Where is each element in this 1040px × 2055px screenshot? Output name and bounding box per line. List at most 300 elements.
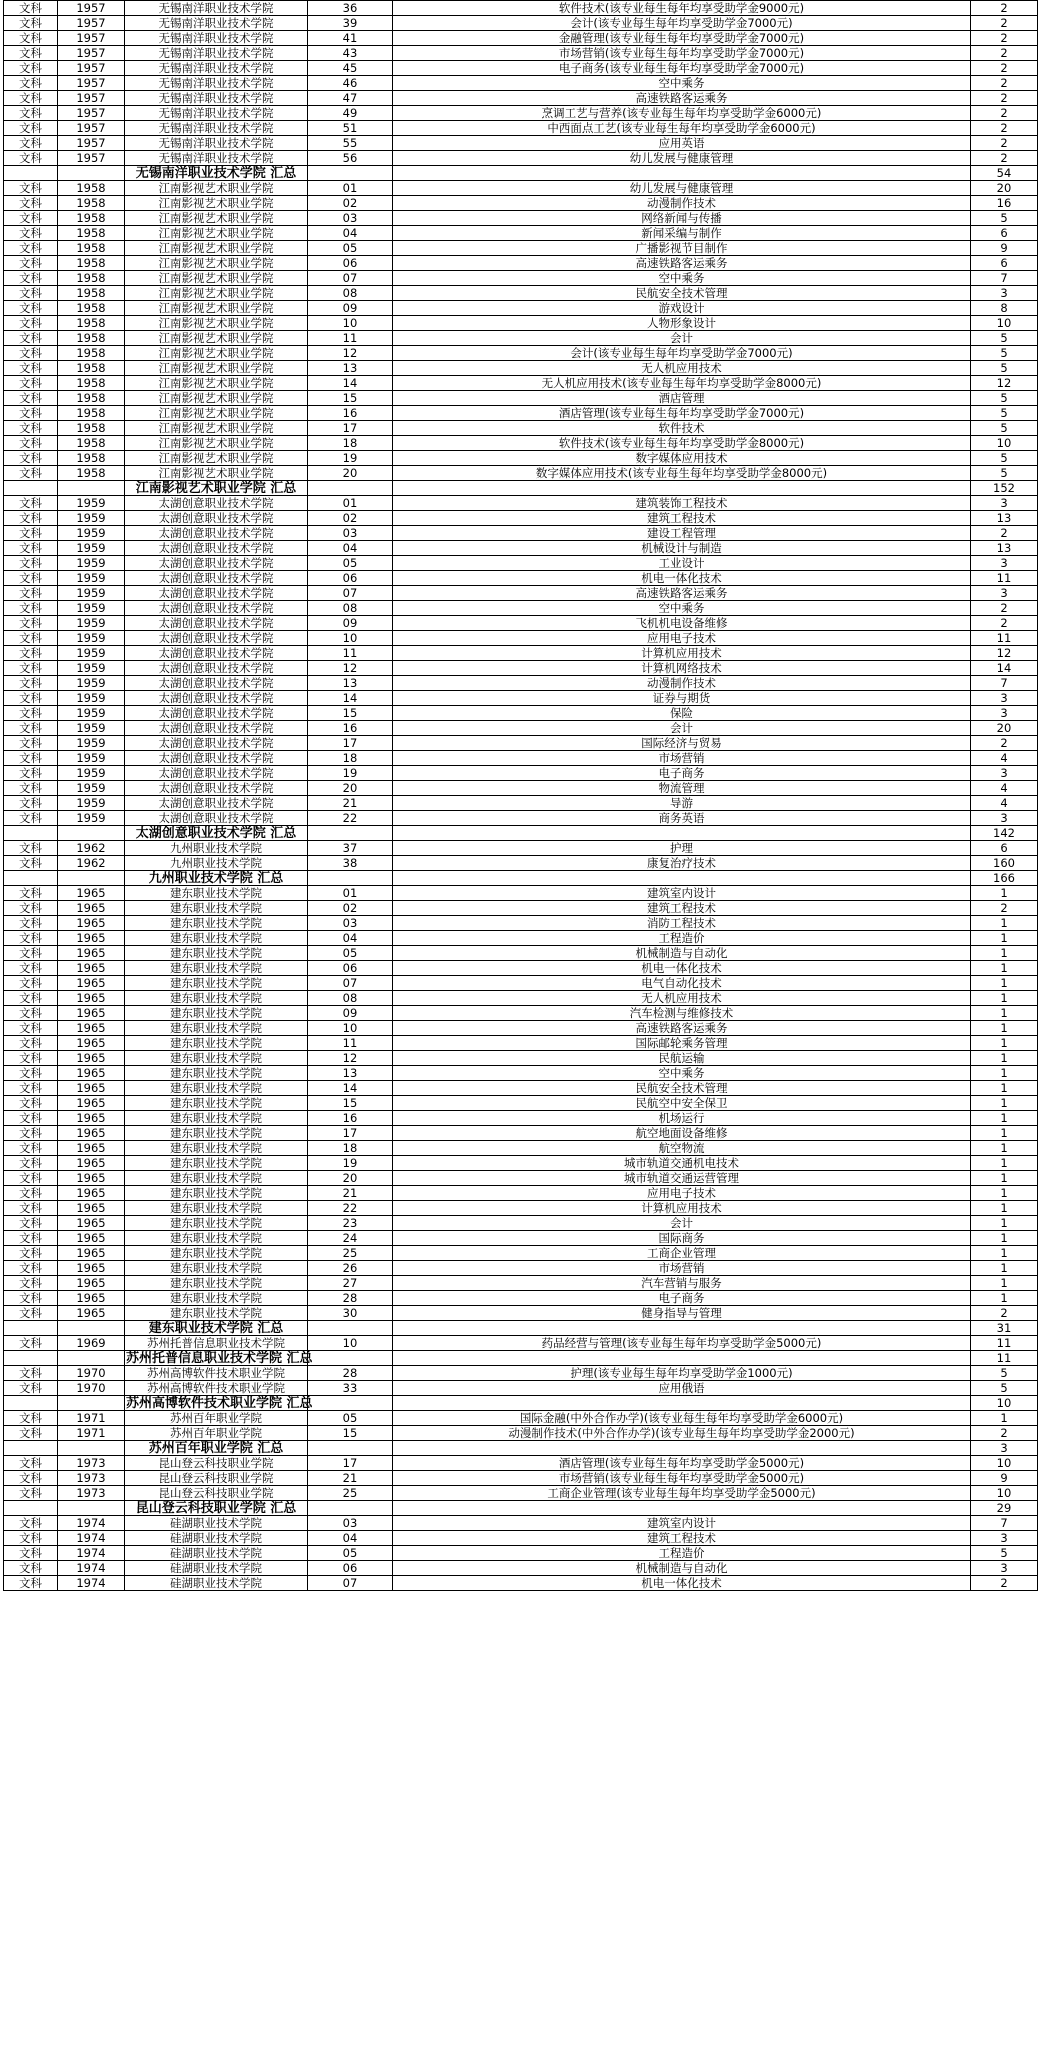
cell-subject[interactable]: 文科 [4, 1531, 58, 1546]
cell-major-name[interactable]: 电气自动化技术 [393, 976, 971, 991]
cell-school-name[interactable]: 太湖创意职业技术学院 [125, 511, 308, 526]
cell-major-code[interactable] [308, 1351, 393, 1366]
cell-school-code[interactable]: 1959 [58, 766, 125, 781]
cell-subject[interactable]: 文科 [4, 61, 58, 76]
cell-school-code[interactable]: 1965 [58, 1111, 125, 1126]
cell-school-name[interactable]: 硅湖职业技术学院 [125, 1516, 308, 1531]
cell-subject[interactable]: 文科 [4, 1276, 58, 1291]
cell-subject[interactable]: 文科 [4, 391, 58, 406]
cell-school-name[interactable]: 建东职业技术学院 [125, 1126, 308, 1141]
cell-plan-count[interactable]: 5 [971, 1366, 1038, 1381]
cell-subject[interactable]: 文科 [4, 616, 58, 631]
cell-school-name[interactable]: 建东职业技术学院 [125, 946, 308, 961]
cell-school-code[interactable] [58, 1501, 125, 1516]
cell-major-name[interactable]: 建筑室内设计 [393, 886, 971, 901]
cell-school-code[interactable]: 1959 [58, 811, 125, 826]
cell-major-name[interactable] [393, 1441, 971, 1456]
cell-school-code[interactable]: 1971 [58, 1426, 125, 1441]
cell-subject[interactable]: 文科 [4, 316, 58, 331]
cell-school-name[interactable]: 建东职业技术学院 [125, 931, 308, 946]
cell-plan-count[interactable]: 2 [971, 1306, 1038, 1321]
cell-school-code[interactable]: 1959 [58, 601, 125, 616]
cell-subject[interactable]: 文科 [4, 811, 58, 826]
cell-plan-count[interactable]: 1 [971, 1156, 1038, 1171]
cell-subject[interactable]: 文科 [4, 1006, 58, 1021]
cell-major-name[interactable]: 消防工程技术 [393, 916, 971, 931]
cell-major-code[interactable]: 09 [308, 616, 393, 631]
cell-school-name[interactable]: 江南影视艺术职业学院 [125, 196, 308, 211]
cell-subject[interactable]: 文科 [4, 1171, 58, 1186]
cell-school-name[interactable]: 苏州高博软件技术职业学院 [125, 1381, 308, 1396]
cell-plan-count[interactable]: 13 [971, 541, 1038, 556]
cell-school-name[interactable]: 无锡南洋职业技术学院 [125, 16, 308, 31]
cell-school-name[interactable]: 江南影视艺术职业学院 [125, 181, 308, 196]
cell-school-name[interactable]: 太湖创意职业技术学院 [125, 781, 308, 796]
cell-school-code[interactable]: 1959 [58, 556, 125, 571]
cell-plan-count[interactable]: 4 [971, 751, 1038, 766]
cell-major-code[interactable]: 43 [308, 46, 393, 61]
cell-school-code[interactable]: 1965 [58, 991, 125, 1006]
cell-major-code[interactable]: 14 [308, 691, 393, 706]
cell-school-name[interactable]: 江南影视艺术职业学院 [125, 406, 308, 421]
cell-school-name[interactable]: 建东职业技术学院 [125, 961, 308, 976]
cell-plan-count[interactable]: 5 [971, 421, 1038, 436]
cell-subject[interactable]: 文科 [4, 1186, 58, 1201]
cell-school-name[interactable]: 昆山登云科技职业学院 [125, 1471, 308, 1486]
cell-school-code[interactable]: 1965 [58, 1006, 125, 1021]
cell-plan-count[interactable]: 1 [971, 1411, 1038, 1426]
cell-subject[interactable]: 文科 [4, 841, 58, 856]
cell-major-code[interactable]: 17 [308, 1126, 393, 1141]
cell-major-name[interactable]: 城市轨道交通运营管理 [393, 1171, 971, 1186]
cell-subject[interactable]: 文科 [4, 1111, 58, 1126]
cell-major-code[interactable]: 47 [308, 91, 393, 106]
cell-subject[interactable]: 文科 [4, 961, 58, 976]
cell-school-code[interactable]: 1965 [58, 1156, 125, 1171]
cell-subject[interactable] [4, 1351, 58, 1366]
cell-subject[interactable]: 文科 [4, 271, 58, 286]
cell-subject[interactable]: 文科 [4, 916, 58, 931]
cell-subject[interactable]: 文科 [4, 601, 58, 616]
cell-school-code[interactable]: 1965 [58, 1246, 125, 1261]
cell-major-code[interactable]: 17 [308, 1456, 393, 1471]
cell-plan-count[interactable]: 2 [971, 601, 1038, 616]
cell-major-code[interactable]: 08 [308, 601, 393, 616]
cell-school-name[interactable]: 太湖创意职业技术学院 [125, 751, 308, 766]
cell-major-code[interactable]: 06 [308, 961, 393, 976]
cell-school-name[interactable]: 建东职业技术学院 [125, 1171, 308, 1186]
cell-school-code[interactable]: 1958 [58, 211, 125, 226]
cell-major-name[interactable]: 汽车检测与维修技术 [393, 1006, 971, 1021]
cell-school-code[interactable]: 1957 [58, 31, 125, 46]
cell-major-code[interactable]: 17 [308, 736, 393, 751]
cell-major-name[interactable]: 物流管理 [393, 781, 971, 796]
cell-subject[interactable] [4, 1396, 58, 1411]
cell-school-name[interactable]: 太湖创意职业技术学院 [125, 721, 308, 736]
cell-subject[interactable]: 文科 [4, 661, 58, 676]
cell-school-code[interactable]: 1958 [58, 316, 125, 331]
cell-major-name[interactable]: 烹调工艺与营养(该专业每生每年均享受助学金6000元) [393, 106, 971, 121]
cell-plan-count[interactable]: 2 [971, 1576, 1038, 1591]
cell-subject[interactable]: 文科 [4, 1036, 58, 1051]
cell-school-code[interactable]: 1959 [58, 496, 125, 511]
cell-major-name[interactable] [393, 826, 971, 841]
cell-plan-count[interactable]: 2 [971, 76, 1038, 91]
cell-plan-count[interactable]: 2 [971, 736, 1038, 751]
cell-major-name[interactable]: 中西面点工艺(该专业每生每年均享受助学金6000元) [393, 121, 971, 136]
cell-subject[interactable]: 文科 [4, 1, 58, 16]
cell-subject[interactable]: 文科 [4, 256, 58, 271]
cell-plan-count[interactable]: 10 [971, 316, 1038, 331]
cell-major-code[interactable]: 46 [308, 76, 393, 91]
cell-school-name[interactable]: 太湖创意职业技术学院 [125, 541, 308, 556]
cell-school-code[interactable]: 1958 [58, 271, 125, 286]
cell-subject[interactable]: 文科 [4, 1381, 58, 1396]
cell-plan-count[interactable]: 5 [971, 406, 1038, 421]
cell-school-code[interactable]: 1971 [58, 1411, 125, 1426]
cell-subject[interactable]: 文科 [4, 31, 58, 46]
subtotal-label[interactable]: 苏州百年职业学院 汇总 [125, 1441, 308, 1456]
cell-major-name[interactable]: 民航运输 [393, 1051, 971, 1066]
cell-subject[interactable]: 文科 [4, 1051, 58, 1066]
cell-major-name[interactable] [393, 871, 971, 886]
cell-major-name[interactable]: 护理(该专业每生每年均享受助学金1000元) [393, 1366, 971, 1381]
cell-subject[interactable]: 文科 [4, 46, 58, 61]
cell-school-name[interactable]: 江南影视艺术职业学院 [125, 451, 308, 466]
cell-major-code[interactable]: 20 [308, 1171, 393, 1186]
cell-school-name[interactable]: 建东职业技术学院 [125, 1246, 308, 1261]
cell-school-name[interactable]: 建东职业技术学院 [125, 1291, 308, 1306]
cell-school-code[interactable]: 1974 [58, 1546, 125, 1561]
cell-subject[interactable]: 文科 [4, 331, 58, 346]
cell-major-code[interactable]: 04 [308, 226, 393, 241]
cell-school-code[interactable]: 1957 [58, 16, 125, 31]
cell-subject[interactable]: 文科 [4, 901, 58, 916]
cell-subject[interactable]: 文科 [4, 286, 58, 301]
cell-school-name[interactable]: 太湖创意职业技术学院 [125, 661, 308, 676]
cell-plan-count[interactable]: 10 [971, 436, 1038, 451]
subtotal-count[interactable]: 166 [971, 871, 1038, 886]
cell-plan-count[interactable]: 3 [971, 811, 1038, 826]
subtotal-label[interactable]: 苏州托普信息职业技术学院 汇总 [126, 1350, 313, 1366]
cell-major-code[interactable]: 04 [308, 931, 393, 946]
cell-major-code[interactable]: 16 [308, 406, 393, 421]
cell-subject[interactable]: 文科 [4, 511, 58, 526]
cell-major-code[interactable]: 22 [308, 811, 393, 826]
cell-major-name[interactable]: 药品经营与管理(该专业每生每年均享受助学金5000元) [393, 1336, 971, 1351]
cell-plan-count[interactable]: 1 [971, 1021, 1038, 1036]
cell-school-code[interactable]: 1970 [58, 1381, 125, 1396]
cell-school-name[interactable]: 太湖创意职业技术学院 [125, 586, 308, 601]
cell-major-name[interactable]: 酒店管理(该专业每生每年均享受助学金5000元) [393, 1456, 971, 1471]
cell-school-code[interactable]: 1959 [58, 541, 125, 556]
subtotal-label[interactable]: 昆山登云科技职业学院 汇总 [125, 1501, 308, 1516]
cell-school-code[interactable]: 1973 [58, 1486, 125, 1501]
cell-major-name[interactable]: 市场营销 [393, 1261, 971, 1276]
cell-subject[interactable] [4, 1501, 58, 1516]
cell-major-name[interactable]: 机电一体化技术 [393, 1576, 971, 1591]
cell-subject[interactable]: 文科 [4, 1126, 58, 1141]
cell-major-code[interactable]: 18 [308, 751, 393, 766]
cell-school-name[interactable]: 建东职业技术学院 [125, 1006, 308, 1021]
subtotal-count[interactable]: 152 [971, 481, 1038, 496]
cell-plan-count[interactable]: 1 [971, 916, 1038, 931]
cell-major-code[interactable]: 02 [308, 196, 393, 211]
cell-school-code[interactable]: 1970 [58, 1366, 125, 1381]
cell-major-code[interactable]: 16 [308, 721, 393, 736]
cell-major-code[interactable]: 04 [308, 1531, 393, 1546]
cell-major-name[interactable]: 无人机应用技术 [393, 991, 971, 1006]
cell-school-name[interactable]: 无锡南洋职业技术学院 [125, 46, 308, 61]
subtotal-count[interactable]: 142 [971, 826, 1038, 841]
cell-major-name[interactable]: 会计(该专业每生每年均享受助学金7000元) [393, 346, 971, 361]
cell-major-name[interactable]: 数字媒体应用技术(该专业每生每年均享受助学金8000元) [393, 466, 971, 481]
cell-major-code[interactable]: 37 [308, 841, 393, 856]
cell-school-name[interactable]: 太湖创意职业技术学院 [125, 496, 308, 511]
cell-school-code[interactable] [58, 1321, 125, 1336]
cell-school-code[interactable] [58, 1441, 125, 1456]
cell-plan-count[interactable]: 16 [971, 196, 1038, 211]
cell-major-code[interactable]: 03 [308, 211, 393, 226]
cell-school-code[interactable]: 1959 [58, 526, 125, 541]
cell-major-code[interactable]: 19 [308, 1156, 393, 1171]
cell-school-code[interactable]: 1958 [58, 421, 125, 436]
cell-subject[interactable]: 文科 [4, 1216, 58, 1231]
cell-major-name[interactable]: 护理 [393, 841, 971, 856]
cell-major-code[interactable]: 05 [308, 1411, 393, 1426]
cell-subject[interactable]: 文科 [4, 16, 58, 31]
cell-major-code[interactable]: 28 [308, 1291, 393, 1306]
cell-plan-count[interactable]: 7 [971, 271, 1038, 286]
cell-major-code[interactable]: 36 [308, 1, 393, 16]
cell-school-code[interactable]: 1973 [58, 1456, 125, 1471]
cell-major-name[interactable]: 数字媒体应用技术 [393, 451, 971, 466]
cell-plan-count[interactable]: 9 [971, 241, 1038, 256]
cell-subject[interactable]: 文科 [4, 1561, 58, 1576]
cell-school-name[interactable]: 江南影视艺术职业学院 [125, 211, 308, 226]
cell-major-name[interactable]: 机场运行 [393, 1111, 971, 1126]
cell-subject[interactable]: 文科 [4, 691, 58, 706]
cell-major-name[interactable]: 应用电子技术 [393, 1186, 971, 1201]
cell-school-name[interactable]: 建东职业技术学院 [125, 1186, 308, 1201]
cell-school-code[interactable]: 1959 [58, 796, 125, 811]
subtotal-count[interactable]: 29 [971, 1501, 1038, 1516]
cell-school-name[interactable]: 建东职业技术学院 [125, 1036, 308, 1051]
subtotal-label[interactable]: 苏州高博软件技术职业学院 汇总 [126, 1395, 313, 1411]
cell-major-code[interactable]: 20 [308, 466, 393, 481]
cell-school-code[interactable]: 1965 [58, 931, 125, 946]
cell-school-name[interactable]: 无锡南洋职业技术学院 [125, 61, 308, 76]
cell-subject[interactable]: 文科 [4, 466, 58, 481]
cell-major-code[interactable]: 28 [308, 1366, 393, 1381]
cell-major-code[interactable]: 10 [308, 1336, 393, 1351]
cell-plan-count[interactable]: 20 [971, 181, 1038, 196]
cell-plan-count[interactable]: 6 [971, 226, 1038, 241]
cell-subject[interactable]: 文科 [4, 526, 58, 541]
cell-school-name[interactable]: 太湖创意职业技术学院 [125, 526, 308, 541]
cell-major-name[interactable] [393, 166, 971, 181]
cell-school-name[interactable]: 太湖创意职业技术学院 [125, 616, 308, 631]
cell-major-code[interactable]: 25 [308, 1246, 393, 1261]
subtotal-label[interactable]: 九州职业技术学院 汇总 [125, 871, 308, 886]
cell-subject[interactable]: 文科 [4, 346, 58, 361]
cell-major-name[interactable]: 酒店管理 [393, 391, 971, 406]
cell-major-name[interactable]: 国际商务 [393, 1231, 971, 1246]
cell-major-name[interactable]: 机械制造与自动化 [393, 1561, 971, 1576]
cell-school-name[interactable]: 无锡南洋职业技术学院 [125, 31, 308, 46]
cell-major-name[interactable]: 酒店管理(该专业每生每年均享受助学金7000元) [393, 406, 971, 421]
cell-school-name[interactable]: 硅湖职业技术学院 [125, 1561, 308, 1576]
cell-plan-count[interactable]: 1 [971, 1291, 1038, 1306]
cell-plan-count[interactable]: 1 [971, 1126, 1038, 1141]
cell-major-name[interactable]: 建筑工程技术 [393, 1531, 971, 1546]
cell-subject[interactable] [4, 871, 58, 886]
cell-major-code[interactable]: 12 [308, 661, 393, 676]
cell-school-code[interactable]: 1959 [58, 511, 125, 526]
cell-plan-count[interactable]: 9 [971, 1471, 1038, 1486]
cell-plan-count[interactable]: 3 [971, 706, 1038, 721]
cell-major-name[interactable]: 会计 [393, 721, 971, 736]
cell-school-name[interactable]: 江南影视艺术职业学院 [125, 226, 308, 241]
cell-school-name[interactable]: 苏州百年职业学院 [125, 1411, 308, 1426]
cell-major-name[interactable]: 高速铁路客运乘务 [393, 256, 971, 271]
cell-subject[interactable]: 文科 [4, 1306, 58, 1321]
cell-school-code[interactable]: 1957 [58, 136, 125, 151]
cell-school-code[interactable]: 1958 [58, 256, 125, 271]
cell-school-name[interactable]: 江南影视艺术职业学院 [125, 421, 308, 436]
cell-subject[interactable] [4, 826, 58, 841]
cell-school-name[interactable]: 江南影视艺术职业学院 [125, 391, 308, 406]
cell-major-code[interactable] [308, 1321, 393, 1336]
cell-plan-count[interactable]: 5 [971, 211, 1038, 226]
cell-plan-count[interactable]: 2 [971, 106, 1038, 121]
cell-school-code[interactable]: 1974 [58, 1576, 125, 1591]
cell-plan-count[interactable]: 1 [971, 931, 1038, 946]
cell-school-code[interactable]: 1965 [58, 1021, 125, 1036]
cell-school-code[interactable]: 1965 [58, 1066, 125, 1081]
cell-school-code[interactable]: 1965 [58, 1081, 125, 1096]
subtotal-label[interactable]: 建东职业技术学院 汇总 [125, 1321, 308, 1336]
cell-school-code[interactable] [58, 1396, 125, 1411]
cell-major-name[interactable]: 市场营销(该专业每生每年均享受助学金7000元) [393, 46, 971, 61]
cell-school-code[interactable]: 1965 [58, 1126, 125, 1141]
cell-major-code[interactable]: 30 [308, 1306, 393, 1321]
cell-subject[interactable]: 文科 [4, 781, 58, 796]
cell-major-name[interactable]: 软件技术(该专业每生每年均享受助学金9000元) [393, 1, 971, 16]
cell-major-code[interactable]: 05 [308, 946, 393, 961]
cell-plan-count[interactable]: 3 [971, 766, 1038, 781]
cell-school-code[interactable]: 1965 [58, 961, 125, 976]
cell-subject[interactable]: 文科 [4, 646, 58, 661]
cell-plan-count[interactable]: 4 [971, 796, 1038, 811]
cell-major-code[interactable]: 16 [308, 1111, 393, 1126]
cell-school-name[interactable]: 太湖创意职业技术学院 [125, 631, 308, 646]
cell-school-name[interactable]: 建东职业技术学院 [125, 886, 308, 901]
cell-school-code[interactable]: 1973 [58, 1471, 125, 1486]
cell-major-code[interactable] [308, 1501, 393, 1516]
subtotal-count[interactable]: 54 [971, 166, 1038, 181]
cell-plan-count[interactable]: 3 [971, 691, 1038, 706]
cell-major-code[interactable]: 01 [308, 886, 393, 901]
cell-school-name[interactable]: 建东职业技术学院 [125, 1066, 308, 1081]
cell-major-name[interactable]: 国际邮轮乘务管理 [393, 1036, 971, 1051]
cell-plan-count[interactable]: 5 [971, 1381, 1038, 1396]
cell-plan-count[interactable]: 5 [971, 451, 1038, 466]
cell-school-name[interactable]: 江南影视艺术职业学院 [125, 376, 308, 391]
cell-school-code[interactable]: 1957 [58, 106, 125, 121]
cell-major-name[interactable]: 空中乘务 [393, 601, 971, 616]
cell-major-code[interactable]: 25 [308, 1486, 393, 1501]
cell-major-name[interactable] [393, 1351, 971, 1366]
cell-plan-count[interactable]: 2 [971, 61, 1038, 76]
cell-plan-count[interactable]: 2 [971, 616, 1038, 631]
cell-subject[interactable]: 文科 [4, 1231, 58, 1246]
cell-plan-count[interactable]: 5 [971, 331, 1038, 346]
cell-school-name[interactable]: 太湖创意职业技术学院 [125, 811, 308, 826]
cell-major-code[interactable]: 39 [308, 16, 393, 31]
cell-school-code[interactable]: 1959 [58, 631, 125, 646]
cell-plan-count[interactable]: 1 [971, 1006, 1038, 1021]
subtotal-count[interactable]: 10 [971, 1396, 1038, 1411]
cell-major-code[interactable]: 21 [308, 1186, 393, 1201]
cell-plan-count[interactable]: 6 [971, 841, 1038, 856]
cell-school-name[interactable]: 建东职业技术学院 [125, 1141, 308, 1156]
cell-major-code[interactable]: 13 [308, 361, 393, 376]
cell-plan-count[interactable]: 5 [971, 361, 1038, 376]
cell-major-code[interactable]: 41 [308, 31, 393, 46]
cell-plan-count[interactable]: 3 [971, 1531, 1038, 1546]
cell-major-code[interactable]: 56 [308, 151, 393, 166]
cell-major-name[interactable]: 会计 [393, 1216, 971, 1231]
cell-school-name[interactable]: 建东职业技术学院 [125, 1051, 308, 1066]
cell-plan-count[interactable]: 2 [971, 136, 1038, 151]
cell-major-code[interactable]: 12 [308, 346, 393, 361]
cell-major-code[interactable]: 11 [308, 646, 393, 661]
cell-school-code[interactable]: 1965 [58, 1036, 125, 1051]
cell-major-code[interactable]: 19 [308, 766, 393, 781]
cell-plan-count[interactable]: 1 [971, 1036, 1038, 1051]
cell-subject[interactable] [4, 1441, 58, 1456]
cell-school-name[interactable]: 太湖创意职业技术学院 [125, 571, 308, 586]
cell-major-code[interactable]: 08 [308, 991, 393, 1006]
cell-school-name[interactable]: 太湖创意职业技术学院 [125, 766, 308, 781]
cell-school-code[interactable]: 1959 [58, 571, 125, 586]
cell-major-code[interactable]: 13 [308, 1066, 393, 1081]
cell-school-code[interactable]: 1974 [58, 1516, 125, 1531]
cell-subject[interactable]: 文科 [4, 211, 58, 226]
cell-subject[interactable]: 文科 [4, 1141, 58, 1156]
cell-major-name[interactable]: 保险 [393, 706, 971, 721]
cell-school-code[interactable]: 1959 [58, 706, 125, 721]
cell-school-code[interactable]: 1959 [58, 661, 125, 676]
cell-subject[interactable]: 文科 [4, 376, 58, 391]
cell-school-name[interactable]: 江南影视艺术职业学院 [125, 256, 308, 271]
cell-major-code[interactable]: 55 [308, 136, 393, 151]
cell-subject[interactable]: 文科 [4, 241, 58, 256]
cell-major-name[interactable]: 工商企业管理(该专业每生每年均享受助学金5000元) [393, 1486, 971, 1501]
cell-plan-count[interactable]: 1 [971, 1171, 1038, 1186]
cell-major-code[interactable]: 06 [308, 1561, 393, 1576]
cell-plan-count[interactable]: 2 [971, 901, 1038, 916]
cell-major-name[interactable]: 机电一体化技术 [393, 961, 971, 976]
cell-plan-count[interactable]: 5 [971, 1546, 1038, 1561]
cell-major-name[interactable]: 健身指导与管理 [393, 1306, 971, 1321]
cell-subject[interactable]: 文科 [4, 796, 58, 811]
cell-school-name[interactable]: 无锡南洋职业技术学院 [125, 121, 308, 136]
cell-subject[interactable] [4, 481, 58, 496]
cell-school-code[interactable]: 1965 [58, 886, 125, 901]
cell-school-code[interactable]: 1958 [58, 391, 125, 406]
